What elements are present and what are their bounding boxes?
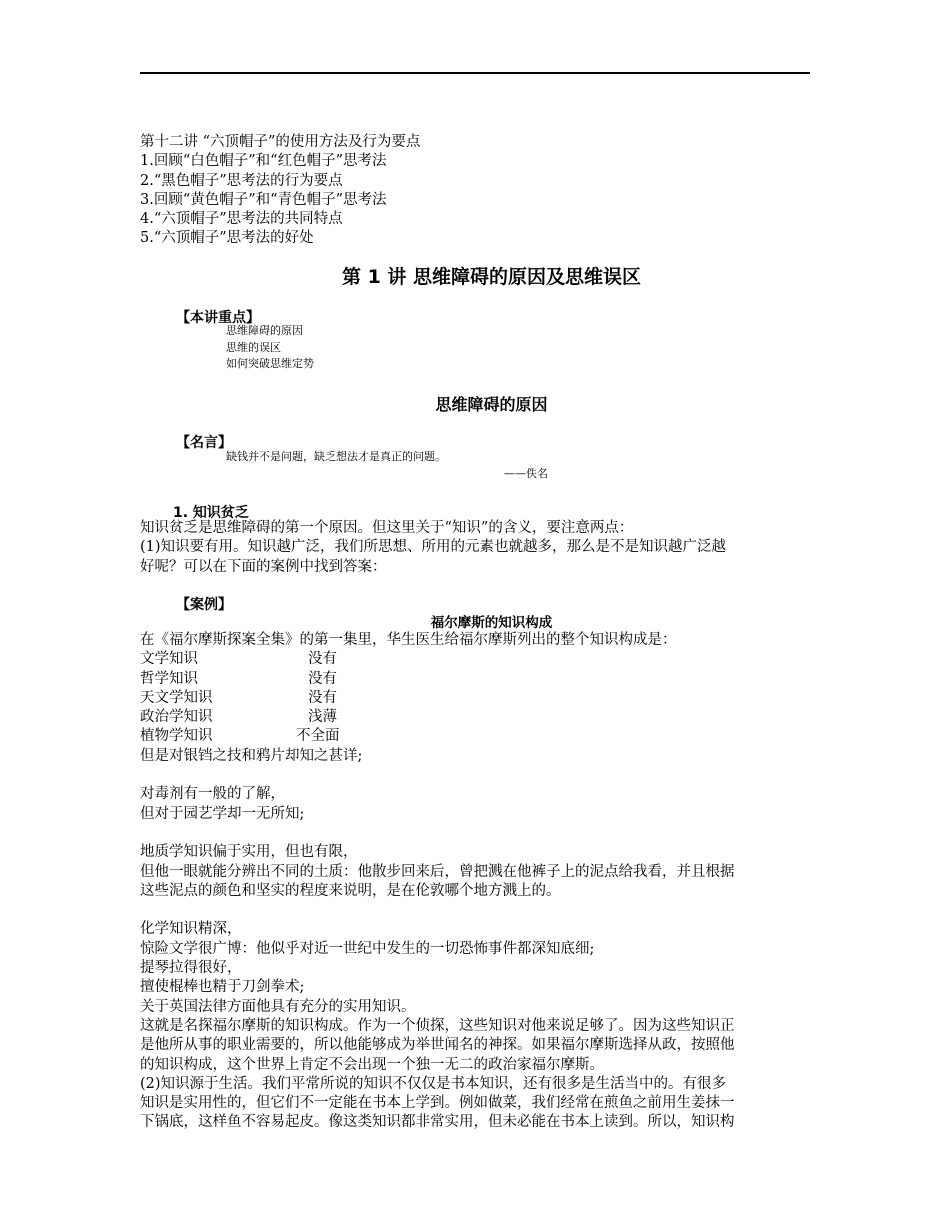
toc-item: 3.回顾“黄色帽子”和“青色帽子”思考法 xyxy=(140,191,387,208)
paragraph-line: 是他所从事的职业需要的，所以他能够成为举世闻名的神探。如果福尔摩斯选择从政，按照他 xyxy=(140,1037,735,1054)
paragraph-line: 的知识构成，这个世界上肯定不会出现一个独一无二的政治家福尔摩斯。 xyxy=(140,1056,604,1073)
knowledge-field: 天文学知识 xyxy=(140,689,213,706)
key-points-label: 【本讲重点】 xyxy=(176,310,260,326)
toc-item: 4.“六顶帽子”思考法的共同特点 xyxy=(140,211,343,228)
toc-item: 1.回顾“白色帽子”和“红色帽子”思考法 xyxy=(140,153,387,170)
key-point: 如何突破思维定势 xyxy=(226,357,314,370)
toc-heading: 第十二讲 “六顶帽子”的使用方法及行为要点 xyxy=(140,134,421,150)
paragraph-line: 但他一眼就能分辨出不同的土质：他散步回来后，曾把溅在他裤子上的泥点给我看，并且根据 xyxy=(140,863,735,880)
knowledge-field: 文学知识 xyxy=(140,651,198,668)
quote-author: ——佚名 xyxy=(504,467,548,480)
knowledge-field: 政治学知识 xyxy=(140,709,213,726)
case-body xyxy=(140,631,812,1133)
paragraph-line: 但是对银铛之技和鸦片却知之甚详; xyxy=(140,747,363,764)
knowledge-row xyxy=(140,650,812,669)
paragraph-line: 关于英国法律方面他具有充分的实用知识。 xyxy=(140,998,416,1015)
paragraph-line: 知识贫乏是思维障碍的第一个原因。但这里关于“知识”的含义，要注意两点： xyxy=(140,520,634,536)
paragraph-line: 这些泥点的颜色和坚实的程度来说明，是在伦敦哪个地方溅上的。 xyxy=(140,882,561,899)
knowledge-value: 没有 xyxy=(308,689,337,706)
knowledge-row xyxy=(140,670,812,689)
subsection-intro xyxy=(140,519,812,577)
paragraph-line: (2)知识源于生活。我们平常所说的知识不仅仅是书本知识，还有很多是生活当中的。有很多 xyxy=(140,1075,727,1092)
quote-label: 【名言】 xyxy=(176,435,232,451)
paragraph-line: 知识是实用性的，但它们不一定能在书本上学到。例如做菜，我们经常在煎鱼之前用生姜抹一 xyxy=(140,1095,735,1112)
key-point: 思维障碍的原因 xyxy=(226,324,303,337)
paragraph-line: 化学知识精深， xyxy=(140,921,242,938)
key-point: 思维的误区 xyxy=(226,340,281,354)
subsection-title: 1. 知识贫乏 xyxy=(173,505,249,521)
case-title: 福尔摩斯的知识构成 xyxy=(430,615,553,631)
paragraph-line: (1)知识要有用。知识越广泛，我们所思想、所用的元素也就越多，那么是不是知识越广泛越 xyxy=(140,539,727,556)
quote-text: 缺钱并不是问题，缺乏想法才是真正的问题。 xyxy=(226,450,446,463)
knowledge-value: 没有 xyxy=(308,670,337,687)
toc-item: 2.“黑色帽子”思考法的行为要点 xyxy=(140,172,343,189)
key-points-list xyxy=(226,323,314,373)
paragraph-line: 地质学知识偏于实用，但也有限， xyxy=(140,844,358,861)
knowledge-row xyxy=(140,727,812,746)
paragraph-line: 惊险文学很广博：他似乎对近一世纪中发生的一切恐怖事件都深知底细; xyxy=(140,940,595,957)
paragraph-line: 提琴拉得很好， xyxy=(140,960,242,977)
knowledge-field: 植物学知识 xyxy=(140,728,213,745)
knowledge-row xyxy=(140,708,812,727)
knowledge-row xyxy=(140,689,812,708)
paragraph-line: 擅使棍棒也精于刀剑拳术; xyxy=(140,979,305,996)
toc-item: 5.“六顶帽子”思考法的好处 xyxy=(140,230,314,247)
paragraph-line: 这就是名探福尔摩斯的知识构成。作为一个侦探，这些知识对他来说足够了。因为这些知识正 xyxy=(140,1017,735,1034)
lecture-title: 第 1 讲 思维障碍的原因及思维误区 xyxy=(341,266,642,288)
header-rule xyxy=(140,72,810,74)
case-intro: 在《福尔摩斯探案全集》的第一集里，华生医生给福尔摩斯列出的整个知识构成是： xyxy=(140,632,677,648)
section-title: 思维障碍的原因 xyxy=(435,395,548,414)
knowledge-field: 哲学知识 xyxy=(140,670,198,687)
paragraph-line: 好呢？可以在下面的案例中找到答案： xyxy=(140,558,387,575)
paragraph-line: 下锅底，这样鱼不容易起皮。像这类知识都非常实用，但未必能在书本上读到。所以，知识构 xyxy=(140,1114,735,1131)
knowledge-value: 浅薄 xyxy=(308,709,337,726)
paragraph-line: 对毒剂有一般的了解， xyxy=(140,786,285,803)
knowledge-value: 不全面 xyxy=(296,728,340,745)
table-of-contents xyxy=(140,133,420,249)
paragraph-line: 但对于园艺学却一无所知; xyxy=(140,805,305,822)
knowledge-value: 没有 xyxy=(308,651,337,668)
case-label: 【案例】 xyxy=(176,597,232,613)
